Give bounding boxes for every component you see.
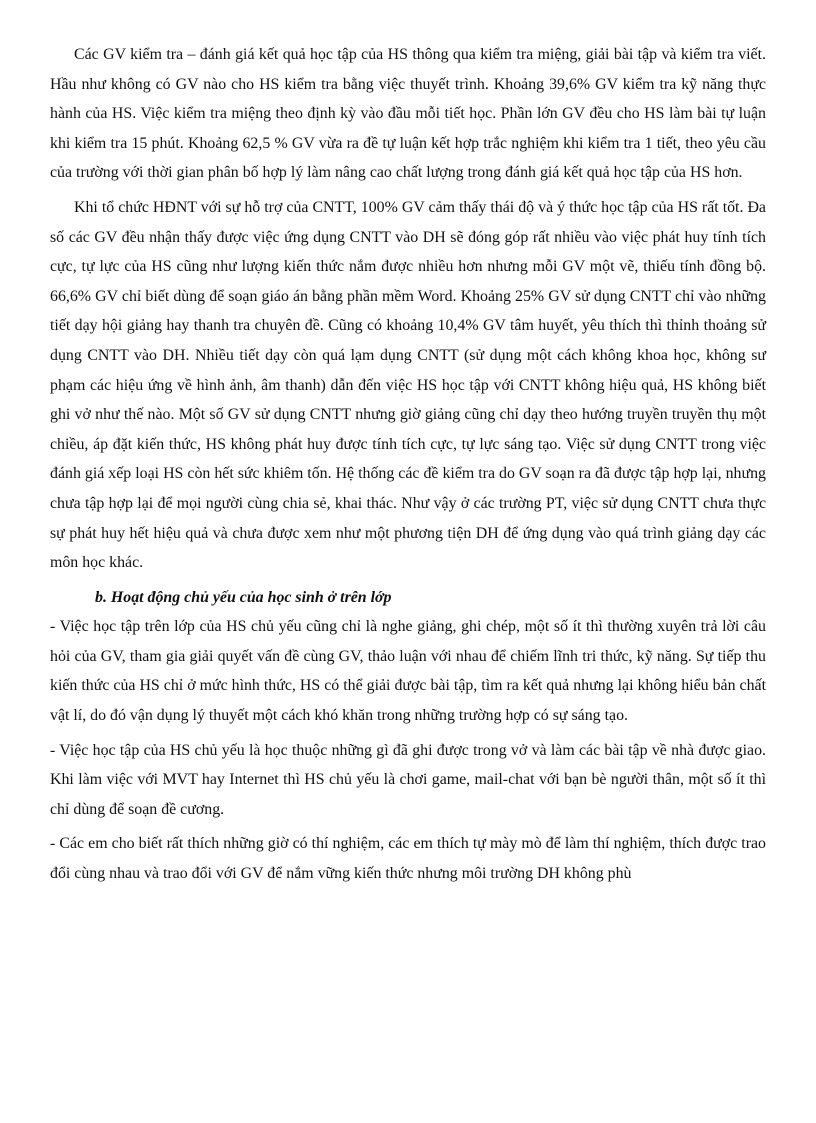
paragraph-it-usage: Khi tổ chức HĐNT với sự hỗ trợ của CNTT, 100% GV cảm thấy thái độ và ý thức học tập của HS rất tốt. Đa số các GV đều nhận thấy được việc ứng dụng CNTT vào DH sẽ đóng góp rất nhiều vào việc phát huy tính tích cực, tự lực của HS cũng như lượng kiến thức nắm được nhiều hơn nhưng mỗi GV một vẽ, thiếu tính đồng bộ. 66,6% GV chỉ biết dùng để soạn giáo án bằng phần mềm Word. Khoảng 25% GV sử dụng CNTT chỉ vào những tiết dạy hội giảng hay thanh tra chuyên đề. Cũng có khoảng 10,4% GV tâm huyết, yêu thích thì thỉnh thoảng sử dụng CNTT vào DH. Nhiều tiết dạy còn quá lạm dụng CNTT (sử dụng một cách không khoa học, không sư phạm các hiệu ứng về hình ảnh, âm thanh) dẫn đến việc HS học tập với CNTT không hiệu quả, HS không biết ghi vở như thế nào. Một số GV sử dụng CNTT nhưng giờ giảng cũng chỉ dạy theo hướng truyền truyền thụ một chiều, áp đặt kiến thức, HS không phát huy được tính tích cực, tự lực sáng tạo. Việc sử dụng CNTT trong việc đánh giá xếp loại HS còn hết sức khiêm tốn. Hệ thống các đề kiểm tra do GV soạn ra đã được tập hợp lại, nhưng chưa tập hợp lại để mọi người cùng chia sẻ, khai thác. Như vậy ở các trường PT, việc sử dụng CNTT chưa thực sự phát huy hết hiệu quả và chưa được xem như một phương tiện DH để ứng dụng vào quá trình giảng dạy các môn học khác. bbox=[50, 198, 766, 572]
bullet-home-study: - Việc học tập của HS chủ yếu là học thuộc những gì đã ghi được trong vở và làm các bài tập về nhà được giao. Khi làm việc với MVT hay Internet thì HS chủ yếu là chơi game, mail-chat với bạn bè người thân, một số ít thì chỉ dùng để soạn đề cương. bbox=[50, 741, 766, 818]
paragraph-assessment: Các GV kiểm tra – đánh giá kết quả học tập của HS thông qua kiểm tra miệng, giải bài tập và kiểm tra viết. Hầu như không có GV nào cho HS kiểm tra bằng việc thuyết trình. Khoảng 39,6% GV kiểm tra kỹ năng thực hành của HS. Việc kiểm tra miệng theo định kỳ vào đầu mỗi tiết học. Phần lớn GV đều cho HS làm bài tự luận khi kiểm tra 15 phút. Khoảng 62,5 % GV vừa ra đề tự luận kết hợp trắc nghiệm khi kiểm tra 1 tiết, theo yêu cầu của trường với thời gian phân bố hợp lý làm nâng cao chất lượng trong đánh giá kết quả học tập của HS hơn. bbox=[50, 46, 766, 182]
section-subheading: b. Hoạt động chủ yếu của học sinh ở trên lớp bbox=[95, 588, 392, 606]
document-page bbox=[50, 40, 766, 889]
bullet-classroom-learning: - Việc học tập trên lớp của HS chủ yếu cũng chỉ là nghe giảng, ghi chép, một số ít thì thường xuyên trả lời câu hỏi của GV, tham gia giải quyết vấn đề cùng GV, thảo luận với nhau để chiếm lĩnh tri thức, kỹ năng. Sự tiếp thu kiến thức của HS chỉ ở mức hình thức, HS có thể giải được bài tập, tìm ra kết quả nhưng lại không hiểu bản chất vật lí, do đó vận dụng lý thuyết một cách khó khăn trong những trường hợp có sự sáng tạo. bbox=[50, 618, 766, 725]
bullet-experiments: - Các em cho biết rất thích những giờ có thí nghiệm, các em thích tự mày mò để làm thí nghiệm, thích được trao đổi cùng nhau và trao đổi với GV để nắm vững kiến thức nhưng môi trường DH không phù bbox=[50, 835, 766, 883]
